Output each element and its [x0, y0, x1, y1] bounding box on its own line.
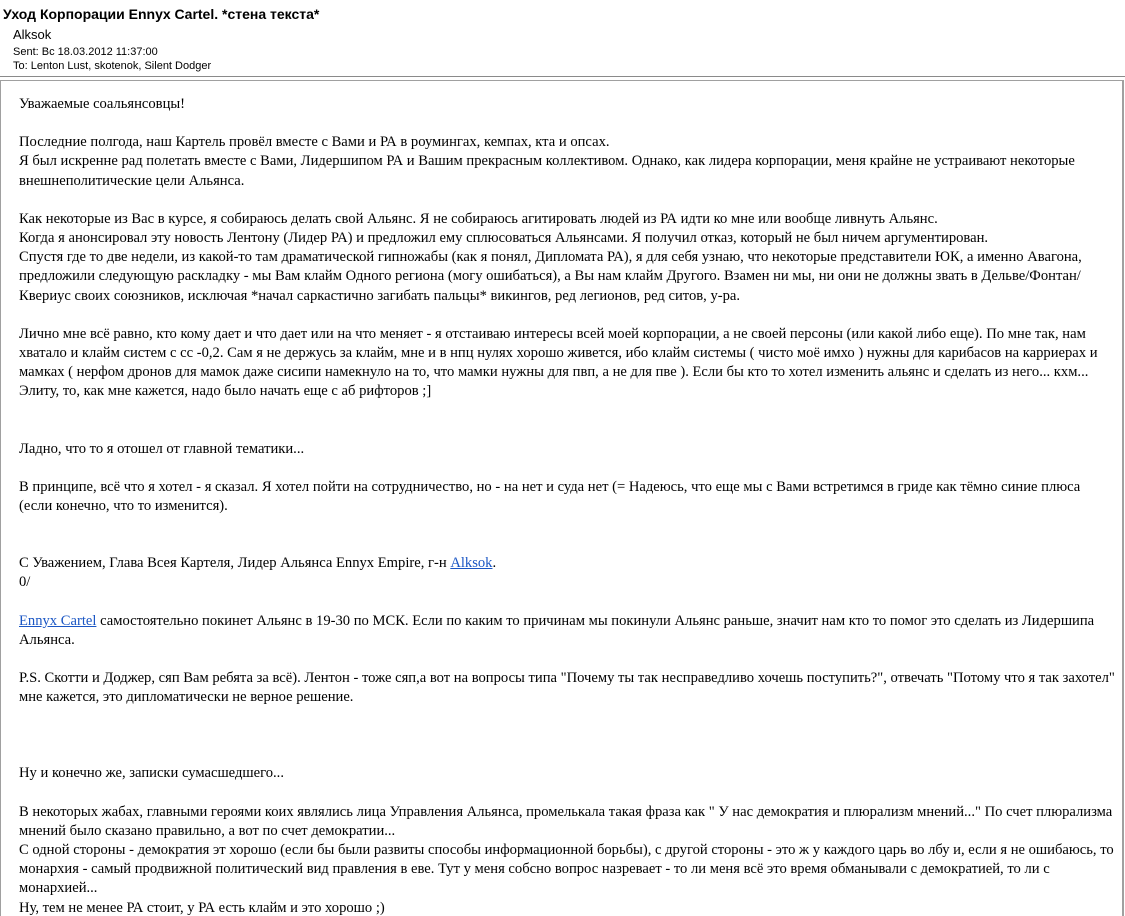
- signature-prefix: С Уважением, Глава Всея Картеля, Лидер Альянса Ennyx Empire, г-н: [19, 555, 451, 572]
- paragraph-2-line-2: Когда я анонсировал эту новость Лентону (Лидер РА) и предложил ему сплюсоваться Альянсами. Я получил отказ, который не был ничем аргументирован.: [19, 230, 989, 247]
- paragraph-5: В принципе, всё что я хотел - я сказал. Я хотел пойти на сотрудничество, но - на нет и суда нет (= Надеюсь, что еще мы с Вами встретимся в гриде как тёмно синие плюса (если конечно, что то изменится).: [19, 478, 1081, 515]
- paragraph-6-text: самостоятельно покинет Альянс в 19-30 по МСК. Если по каким то причинам мы покинули Альянс раньше, значит нам кто то помог это сделать из Лидершипа Альянса.: [19, 612, 1095, 648]
- paragraph-9-line-2: С одной стороны - демократия эт хорошо (если бы были развиты способы информационной борьбы), с другой стороны - это ж у каждого царь во лбу и, если я не ошибаюсь, то монархия - самый продвижной политический вид правления в еве. Тут у меня собсно вопрос назревает - то ли меня всё это время обманывали с демократией, то ли с монархией...: [19, 842, 1114, 897]
- signature-line: [19, 554, 1115, 573]
- paragraph-2-line-1: Как некоторые из Вас в курсе, я собираюсь делать свой Альянс. Я не собираюсь агитировать людей из РА идти ко мне или вообще ливнуть Альянс.: [19, 210, 938, 227]
- message-recipients: To: Lenton Lust, skotenok, Silent Dodger: [13, 60, 212, 72]
- signature-author-link[interactable]: Alksok: [450, 555, 493, 572]
- signature-suffix: .: [492, 555, 497, 572]
- message-subject: Уход Корпорации Ennyx Cartel. *стена текста*: [3, 6, 320, 22]
- paragraph-6: [19, 612, 1115, 650]
- paragraph-3: Лично мне всё равно, кто кому дает и что дает или на что меняет - я отстаиваю интересы всей моей корпорации, а не своей персоны (или какой либо еще). По мне так, нам хватало и клайм систем с сс -0,2. Сам я не держусь за клайм, мне и в нпц нулях хорошо живется, ибо клайм системы ( чисто моё имхо ) нужны для карибасов на карриерах и мамках ( нерфом дронов для мамок даже сисипи намекнуло на то, что мамки нужны для пвп, а не для пве ). Если бы кто то хотел изменить альянс и сделать из него... кхм... Элиту, то, как мне кажется, надо было начать еще с аб рифторов ;]: [19, 325, 1098, 400]
- paragraph-2-line-3: Спустя где то две недели, из какой-то там драматической гипножабы (как я понял, Дипломата РА), я для себя узнаю, что некоторые представители ЮК, а именно Авагона, предложили следующую раскладку - мы Вам клайм Одного региона (могу ошибаться), а Вы нам клайм Другого. Взамен ни мы, ни они не должны звать в Дельве/Фонтан/Квериус своих союзников, исключая *начал саркастично загибать пальцы* викингов, ред легионов, ред ситов, у-ра.: [19, 249, 1082, 304]
- paragraph-1-line-2: Я был искренне рад полетать вместе с Вами, Лидершипом РА и Вашим прекрасным коллективом. Однако, как лидера корпорации, меня крайне не устраивают некоторые внешнеполитические цели Альянса.: [19, 153, 1075, 189]
- corporation-link[interactable]: Ennyx Cartel: [19, 612, 97, 629]
- message-sender[interactable]: Alksok: [13, 27, 52, 42]
- message-sent-date: Sent: Вс 18.03.2012 11:37:00: [13, 46, 158, 58]
- message-body: [19, 95, 1115, 916]
- greeting: Уважаемые соальянсовцы!: [19, 96, 186, 112]
- message-header: [0, 0, 1125, 77]
- paragraph-8: Ну и конечно же, записки сумасшедшего...: [19, 765, 284, 782]
- paragraph-1-line-1: Последние полгода, наш Картель провёл вместе с Вами и РА в роумингах, кемпах, кта и опсах.: [19, 134, 610, 151]
- paragraph-9-line-1: В некоторых жабах, главными героями коих являлись лица Управления Альянса, промелькала такая фраза как " У нас демократия и плюрализм мнений..." По счет плюрализма мнений было сказано правильно, а вот по счет демократии...: [19, 803, 1113, 839]
- message-body-pane[interactable]: [0, 80, 1124, 916]
- paragraph-9-line-3: Ну, тем не менее РА стоит, у РА есть клайм и это хорошо ;): [19, 899, 385, 916]
- paragraph-4: Ладно, что то я отошел от главной тематики...: [19, 440, 305, 457]
- signature-line-2: 0/: [19, 574, 31, 591]
- postscript: P.S. Скотти и Доджер, сяп Вам ребята за всё). Лентон - тоже сяп,а вот на вопросы типа "Почему ты так несправедливо хочешь поступить?", отвечать "Потому что я так захотел" мне кажется, это дипломатически не верное решение.: [19, 670, 1115, 706]
